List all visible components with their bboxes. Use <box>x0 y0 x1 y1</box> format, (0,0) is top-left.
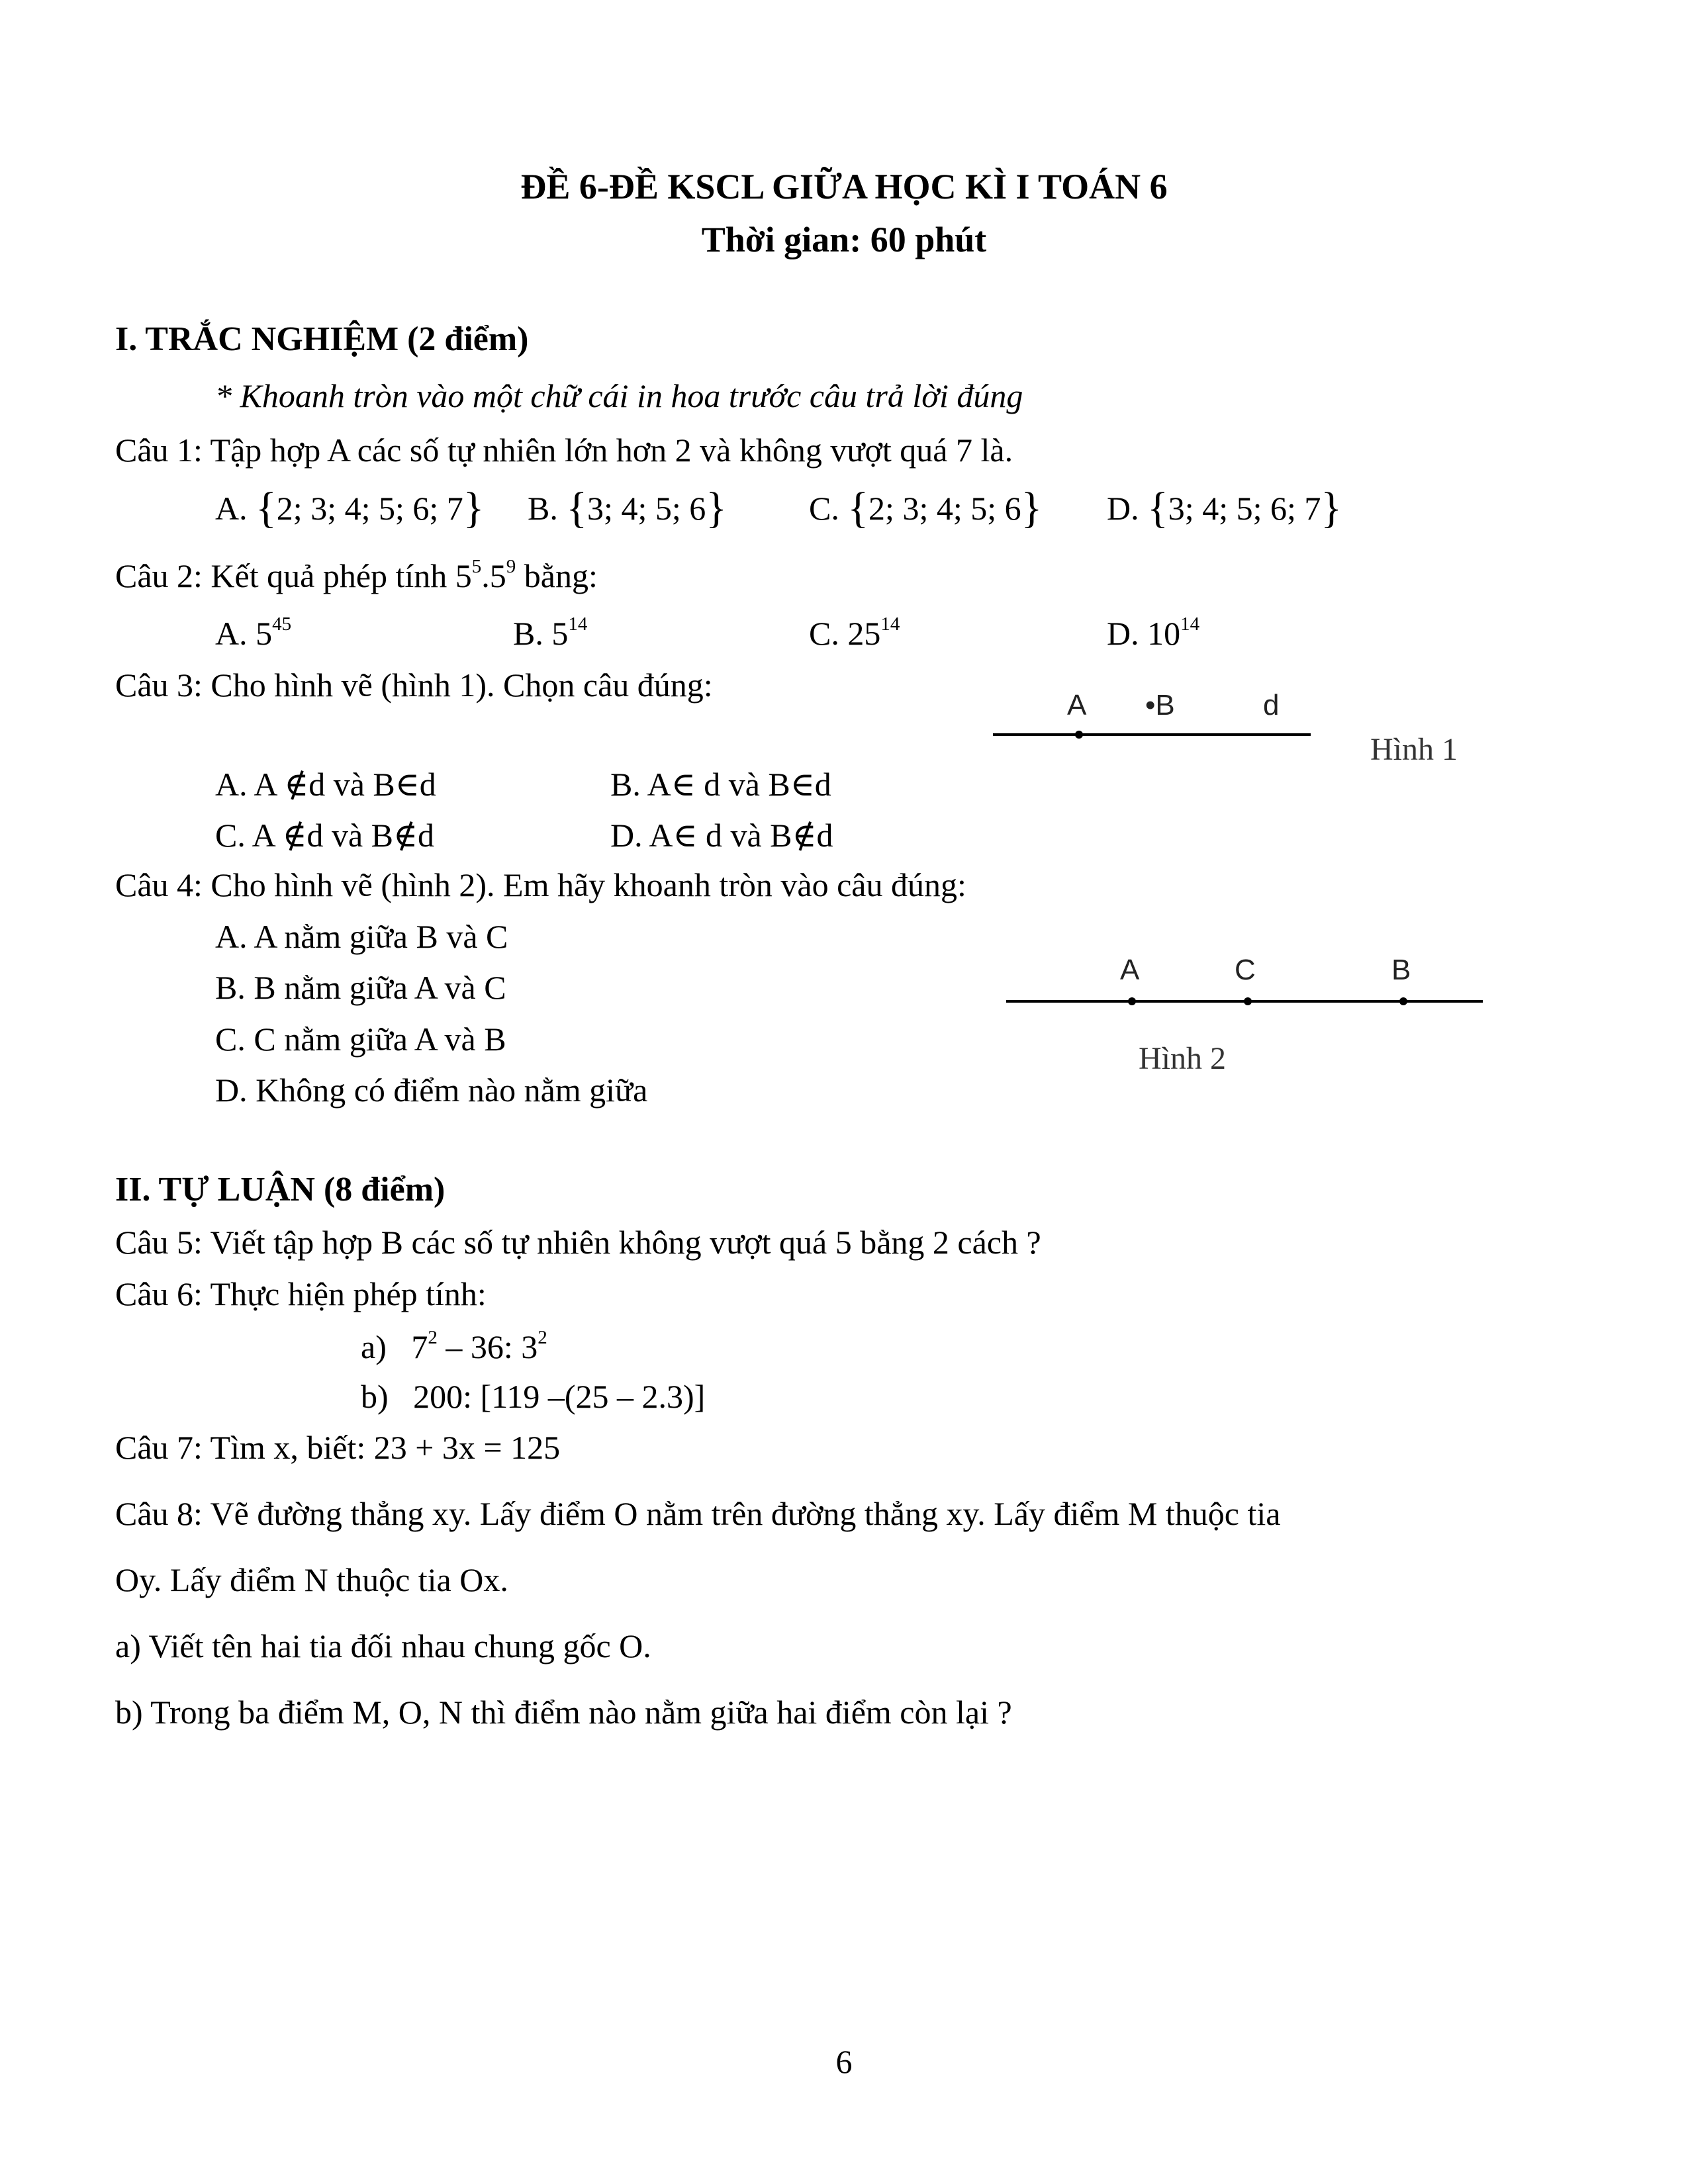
q1-option-c-label: C. <box>809 490 839 527</box>
figure1-label-d: d <box>1263 689 1280 721</box>
figure2-point-a <box>1128 997 1136 1005</box>
q2-option-c: C. $25^{14}$ <box>809 614 900 652</box>
exam-title: ĐỀ 6-ĐỀ KSCL GIỮA HỌC KÌ I TOÁN 6 <box>520 167 1168 206</box>
q3-option-d: D. A∈ d và B∉d <box>610 817 833 854</box>
q8-part-b: b) Trong ba điểm M, O, N thì điểm nào nằm giữa hai điểm còn lại ? <box>115 1694 1012 1731</box>
q1-option-a-label: A. <box>215 490 248 527</box>
q1-option-b-content: 3; 4; 5; 6 <box>587 490 706 527</box>
figure-1 <box>986 682 1489 781</box>
q2-option-b: B. $5^{14}$ <box>513 614 588 652</box>
q3-option-a: A. A ∉d và B∈d <box>215 766 436 803</box>
question-3: Câu 3: Cho hình vẽ (hình 1). Chọn câu đúng: <box>115 666 713 704</box>
q2-option-a: A. $5^{45}$ <box>215 614 292 652</box>
q1-option-d: D. {3; 4; 5; 6; 7} <box>1107 484 1342 532</box>
q1-option-b: B. {3; 4; 5; 6} <box>528 484 727 532</box>
q1-option-a: A. {2; 3; 4; 5; 6; 7} <box>215 484 485 532</box>
figure2-label-a: A <box>1120 954 1140 986</box>
question-6: Câu 6: Thực hiện phép tính: <box>115 1275 487 1312</box>
question-2: Câu 2: Kết quả phép tính $5^5.5^9$ bằng: <box>115 556 598 594</box>
figure-2 <box>1000 940 1503 1085</box>
figure1-caption: Hình 1 <box>1370 732 1458 767</box>
q3-option-c: C. A ∉d và B∉d <box>215 817 435 854</box>
question-4: Câu 4: Cho hình vẽ (hình 2). Em hãy khoanh tròn vào câu đúng: <box>115 866 966 903</box>
q8-part-a: a) Viết tên hai tia đối nhau chung gốc O. <box>115 1627 651 1664</box>
question-8-line2: Oy. Lấy điểm N thuộc tia Ox. <box>115 1561 508 1598</box>
figure1-label-b: •B <box>1145 689 1175 721</box>
q1-option-a-content: 2; 3; 4; 5; 6; 7 <box>276 490 463 527</box>
figure2-label-b: B <box>1391 954 1411 986</box>
figure2-point-b <box>1399 997 1407 1005</box>
q4-option-d: D. Không có điểm nào nằm giữa <box>215 1071 648 1109</box>
q2-option-d: D. $10^{14}$ <box>1107 614 1200 652</box>
q3-option-b: B. A∈ d và B∈d <box>610 766 831 803</box>
question-7: Câu 7: Tìm x, biết: 23 + 3x = 125 <box>115 1429 561 1466</box>
q6-part-a: a) $7^2 - 36$: $3^2$ <box>361 1327 547 1365</box>
q1-option-c-content: 2; 3; 4; 5; 6 <box>868 490 1021 527</box>
figure1-label-a: A <box>1067 689 1087 721</box>
page-number: 6 <box>835 2043 853 2080</box>
q4-option-c: C. C nằm giữa A và B <box>215 1021 506 1058</box>
section1-title: I. TRẮC NGHIỆM (2 điểm) <box>115 320 529 358</box>
question-5: Câu 5: Viết tập hợp B các số tự nhiên không vượt quá 5 bằng 2 cách ? <box>115 1224 1041 1261</box>
figure2-point-c <box>1244 997 1252 1005</box>
figure1-point-a <box>1075 731 1083 739</box>
q6-part-b: b) 200: [119 –(25 – 2.3)] <box>361 1378 706 1415</box>
q4-option-a: A. A nằm giữa B và C <box>215 918 508 955</box>
q4-option-b: B. B nằm giữa A và C <box>215 969 506 1006</box>
q1-option-c: C. {2; 3; 4; 5; 6} <box>809 484 1043 532</box>
section1-instruction: * Khoanh tròn vào một chữ cái in hoa trước câu trả lời đúng <box>215 377 1023 414</box>
q1-option-b-label: B. <box>528 490 558 527</box>
exam-time: Thời gian: 60 phút <box>701 220 987 259</box>
q1-option-d-label: D. <box>1107 490 1139 527</box>
section2-title: II. TỰ LUẬN (8 điểm) <box>115 1171 445 1208</box>
question-8-line1: Câu 8: Vẽ đường thẳng xy. Lấy điểm O nằm trên đường thẳng xy. Lấy điểm M thuộc tia <box>115 1495 1281 1532</box>
q1-option-d-content: 3; 4; 5; 6; 7 <box>1168 490 1321 527</box>
figure2-label-c: C <box>1235 954 1256 986</box>
question-1: Câu 1: Tập hợp A các số tự nhiên lớn hơn 2 và không vượt quá 7 là. <box>115 432 1013 469</box>
figure2-caption: Hình 2 <box>1139 1041 1226 1076</box>
